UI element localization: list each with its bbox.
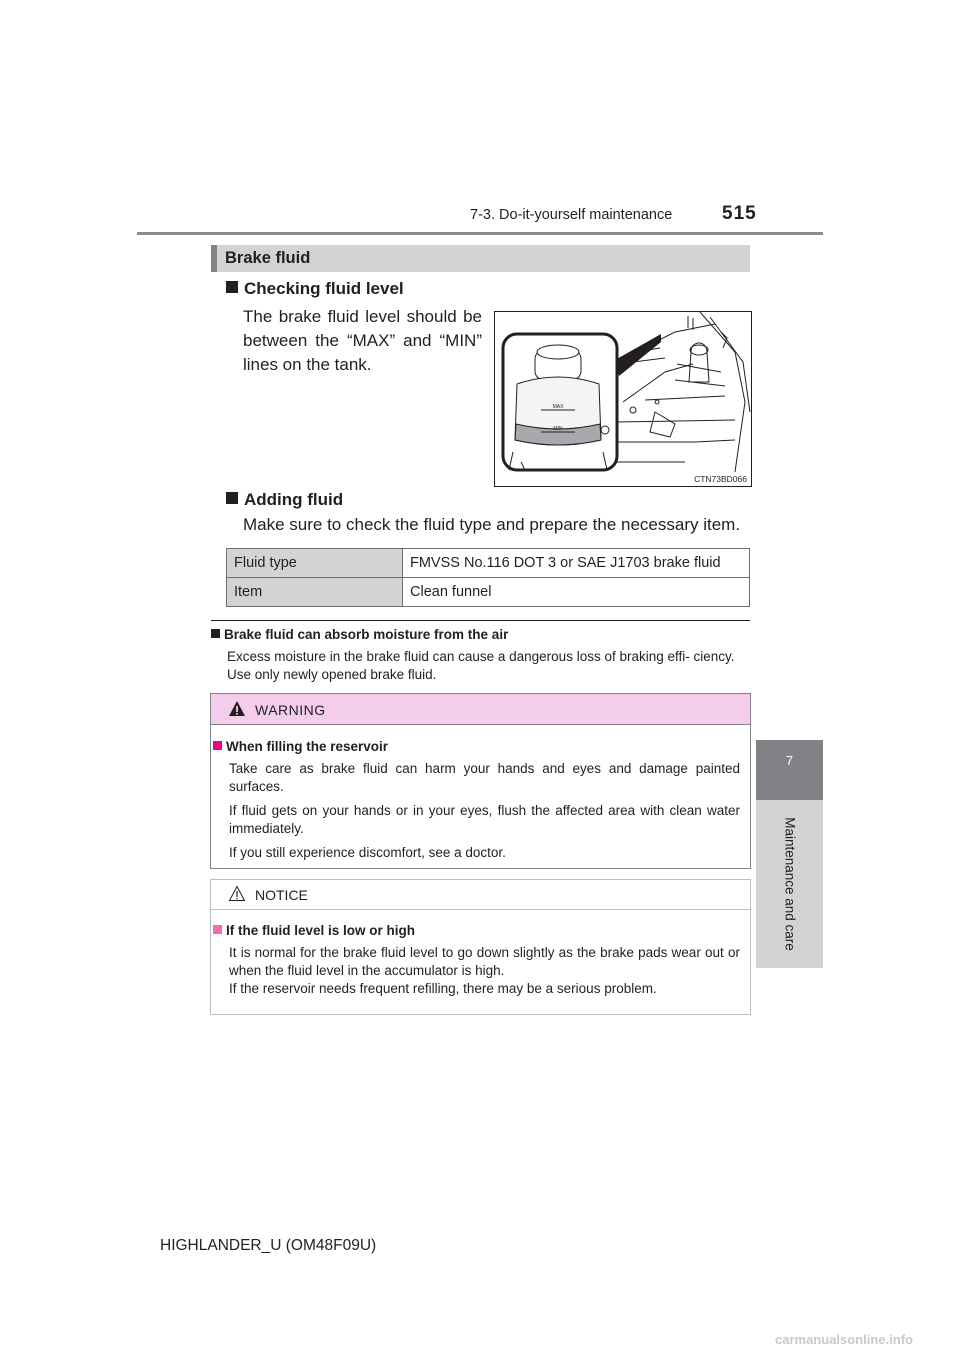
running-header-section: 7-3. Do-it-yourself maintenance bbox=[470, 207, 673, 223]
checking-body: The brake fluid level should be between the “MAX” and “MIN” lines on the tank. bbox=[243, 307, 482, 374]
notice-subheading bbox=[213, 923, 415, 938]
magenta-square-icon bbox=[213, 741, 222, 750]
warning-paragraph: If you still experience discomfort, see a doctor. bbox=[229, 845, 506, 860]
square-bullet-icon bbox=[211, 629, 220, 638]
notice-body: It is normal for the brake fluid level to go down slightly as the brake pads wear out or when the fluid level in the accumulator is high. If the reservoir needs frequent refilling, there may be a serious problem. bbox=[229, 945, 740, 996]
warning-triangle-icon bbox=[228, 700, 246, 717]
warning-body bbox=[229, 760, 740, 868]
adding-heading-text: Adding fluid bbox=[244, 490, 344, 509]
warning-paragraph: If fluid gets on your hands or in your eyes, flush the affected area with clean water immediately. bbox=[229, 803, 740, 836]
square-bullet-icon bbox=[226, 492, 238, 504]
adding-heading bbox=[226, 490, 343, 510]
table-key-cell: Fluid type bbox=[227, 549, 403, 578]
brake-fluid-reservoir-figure bbox=[494, 311, 752, 487]
warning-box bbox=[210, 693, 751, 869]
notice-header bbox=[211, 880, 750, 910]
fluid-spec-table bbox=[226, 548, 750, 607]
figure-code: CTN73BD066 bbox=[694, 474, 747, 484]
table-value-cell: FMVSS No.116 DOT 3 or SAE J1703 brake fluid bbox=[403, 549, 750, 578]
table-value-cell: Clean funnel bbox=[403, 578, 750, 607]
section-title-accent bbox=[211, 245, 217, 272]
chapter-number: 7 bbox=[785, 753, 794, 768]
note-heading bbox=[211, 627, 508, 642]
pink-square-icon bbox=[213, 925, 222, 934]
header-rule bbox=[137, 232, 823, 235]
notice-subheading-text: If the fluid level is low or high bbox=[226, 923, 416, 938]
checking-heading-text: Checking fluid level bbox=[244, 279, 404, 298]
caution-triangle-icon bbox=[228, 885, 246, 902]
warning-title: WARNING bbox=[255, 702, 326, 718]
note-rule bbox=[211, 620, 750, 621]
footer-model: HIGHLANDER_U (OM48F09U) bbox=[160, 1237, 377, 1254]
warning-header bbox=[211, 694, 750, 725]
warning-subheading-text: When filling the reservoir bbox=[226, 739, 389, 754]
table-row bbox=[227, 578, 750, 607]
notice-box bbox=[210, 879, 751, 1015]
note-body: Excess moisture in the brake fluid can cause a dangerous loss of braking effi- ciency. Use only newly opened brake fluid. bbox=[227, 649, 735, 682]
checking-heading bbox=[226, 279, 404, 299]
warning-subheading bbox=[213, 739, 388, 754]
chapter-number-box bbox=[756, 740, 823, 800]
figure-max-label: MAX bbox=[552, 404, 564, 410]
chapter-label: Maintenance and care bbox=[782, 817, 798, 951]
chapter-label-wrap bbox=[768, 800, 812, 968]
watermark: carmanualsonline.info bbox=[775, 1332, 913, 1347]
note-heading-text: Brake fluid can absorb moisture from the air bbox=[224, 627, 509, 642]
engine-bay-illustration bbox=[495, 312, 751, 486]
table-row bbox=[227, 549, 750, 578]
section-title: Brake fluid bbox=[225, 249, 311, 267]
warning-paragraph: Take care as brake fluid can harm your hands and eyes and damage painted surfaces. bbox=[229, 761, 740, 794]
figure-min-label: MIN bbox=[553, 426, 563, 432]
page-number: 515 bbox=[722, 203, 757, 224]
table-key-cell: Item bbox=[227, 578, 403, 607]
adding-body: Make sure to check the fluid type and prepare the necessary item. bbox=[243, 515, 741, 534]
notice-title: NOTICE bbox=[255, 887, 308, 903]
square-bullet-icon bbox=[226, 281, 238, 293]
